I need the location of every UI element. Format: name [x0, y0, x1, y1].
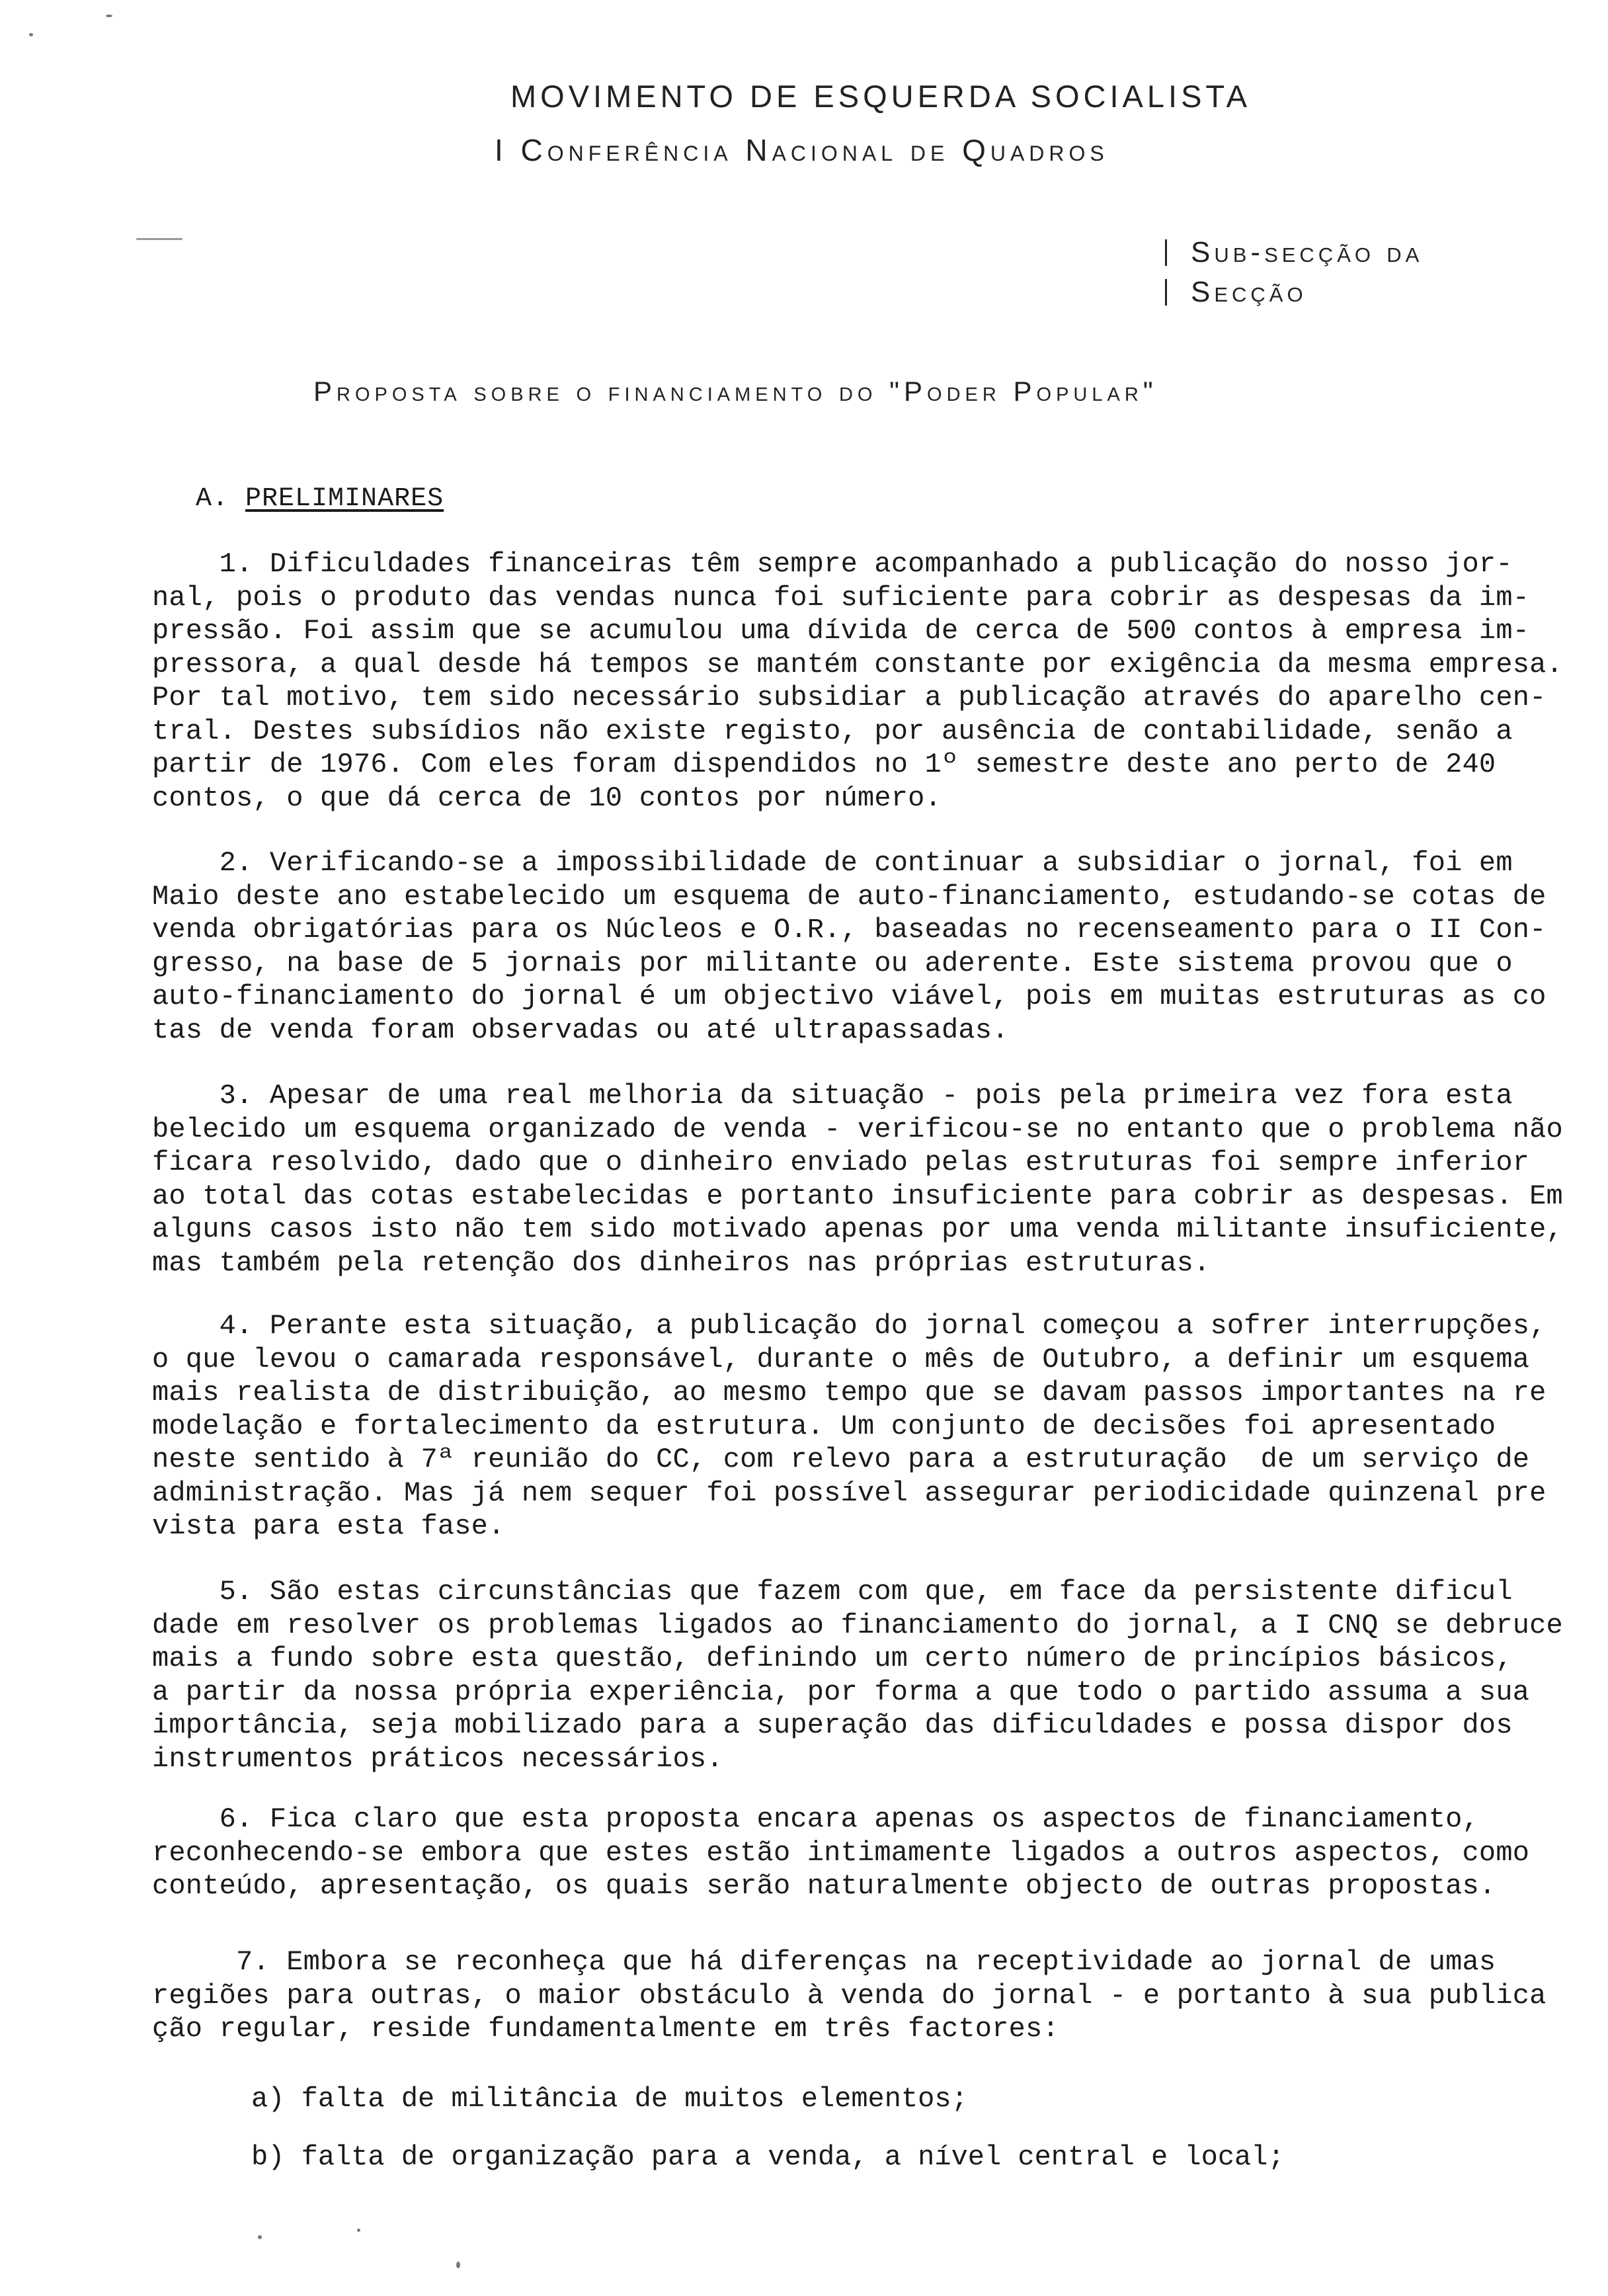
paragraph-6: 6. Fica claro que esta proposta encara apenas os aspectos de financiamento, reconhecendo-se embora que estes estão intimamente ligados a outros aspectos, como conteúdo, apresentação, os quais serão naturalmente objecto de outras propostas.	[152, 1803, 1530, 1902]
factor-item-b: b) falta de organização para a venda, a nível central e local;	[251, 2141, 1285, 2173]
section-box-line-2	[1165, 272, 1423, 312]
proposal-title: Proposta sobre o financiamento do "Poder Popular"	[313, 376, 1158, 407]
scan-speck	[106, 15, 112, 17]
scan-speck	[29, 33, 33, 36]
paragraph-2: 2. Verificando-se a impossibilidade de continuar a subsidiar o jornal, foi em Maio deste ano estabelecido um esquema de auto-financiamento, estudando-se cotas de venda obrigatórias para os Núcleos e O.R., baseadas no recenseamento para o II Con- gresso, na base de 5 jornais por militante ou aderente. Este sistema provou que o auto-financiamento do jornal é um objectivo viável, pois em muitas estruturas as co tas de venda foram observadas ou até ultrapassadas.	[152, 847, 1547, 1046]
scan-speck	[456, 2262, 460, 2268]
paragraph-5: 5. São estas circunstâncias que fazem com que, em face da persistente dificul dade em resolver os problemas ligados ao financiamento do jornal, a I CNQ se debruce mais a fundo sobre esta questão, definindo um certo número de princípios básicos, a partir da nossa própria experiência, por forma a que todo o partido assuma a sua importância, seja mobilizado para a superação das dificuldades e possa dispor dos instrumentos práticos necessários.	[152, 1576, 1563, 1775]
section-letter: A.	[196, 484, 229, 514]
scan-speck	[258, 2235, 262, 2239]
paragraph-3: 3. Apesar de uma real melhoria da situação - pois pela primeira vez fora esta belecido um esquema organizado de venda - verificou-se no entanto que o problema não ficara resolvido, dado que o dinheiro enviado pelas estruturas foi sempre inferior ao total das cotas estabelecidas e portanto insuficiente para cobrir as despesas. Em alguns casos isto não tem sido motivado apenas por uma venda militante insuficiente, mas também pela retenção dos dinheiros nas próprias estruturas.	[152, 1080, 1563, 1279]
section-heading	[196, 484, 444, 514]
scan-speck	[136, 238, 182, 240]
paragraph-1: 1. Dificuldades financeiras têm sempre acompanhado a publicação do nosso jor- nal, pois o produto das vendas nunca foi suficiente para cobrir as despesas da im- pressão. Foi assim que se acumulou uma dívida de cerca de 500 contos à empresa im- pressora, a qual desde há tempos se mantém constante por exigência da mesma empresa. Por tal motivo, tem sido necessário subsidiar a publicação através do aparelho cen- tral. Destes subsídios não existe registo, por ausência de contabilidade, senão a partir de 1976. Com eles foram dispendidos no 1º semestre deste ano perto de 240 contos, o que dá cerca de 10 contos por número.	[152, 548, 1563, 814]
section-title: PRELIMINARES	[245, 484, 444, 514]
factor-item-a: a) falta de militância de muitos elementos;	[251, 2083, 968, 2115]
section-box	[1165, 233, 1423, 312]
section-label: Secção	[1191, 276, 1307, 308]
organization-name: MOVIMENTO DE ESQUERDA SOCIALISTA	[510, 79, 1251, 114]
section-box-line-1	[1165, 233, 1423, 272]
subsection-label: Sub-secção da	[1191, 236, 1424, 268]
paragraph-7: 7. Embora se reconheça que há diferenças na receptividade ao jornal de umas regiões para outras, o maior obstáculo à venda do jornal - e portanto à sua publica ção regular, reside fundamentalmente em três factores:	[152, 1946, 1547, 2045]
paragraph-4: 4. Perante esta situação, a publicação do jornal começou a sofrer interrupções, o que levou o camarada responsável, durante o mês de Outubro, a definir um esquema mais realista de distribuição, ao mesmo tempo que se davam passos importantes na re modelação e fortalecimento da estrutura. Um conjunto de decisões foi apresentado neste sentido à 7ª reunião do CC, com relevo para a estruturação de um serviço de administração. Mas já nem sequer foi possível assegurar periodicidade quinzenal pre vista para esta fase.	[152, 1310, 1547, 1542]
conference-title: I Conferência Nacional de Quadros	[495, 133, 1109, 167]
scan-speck	[357, 2229, 360, 2232]
